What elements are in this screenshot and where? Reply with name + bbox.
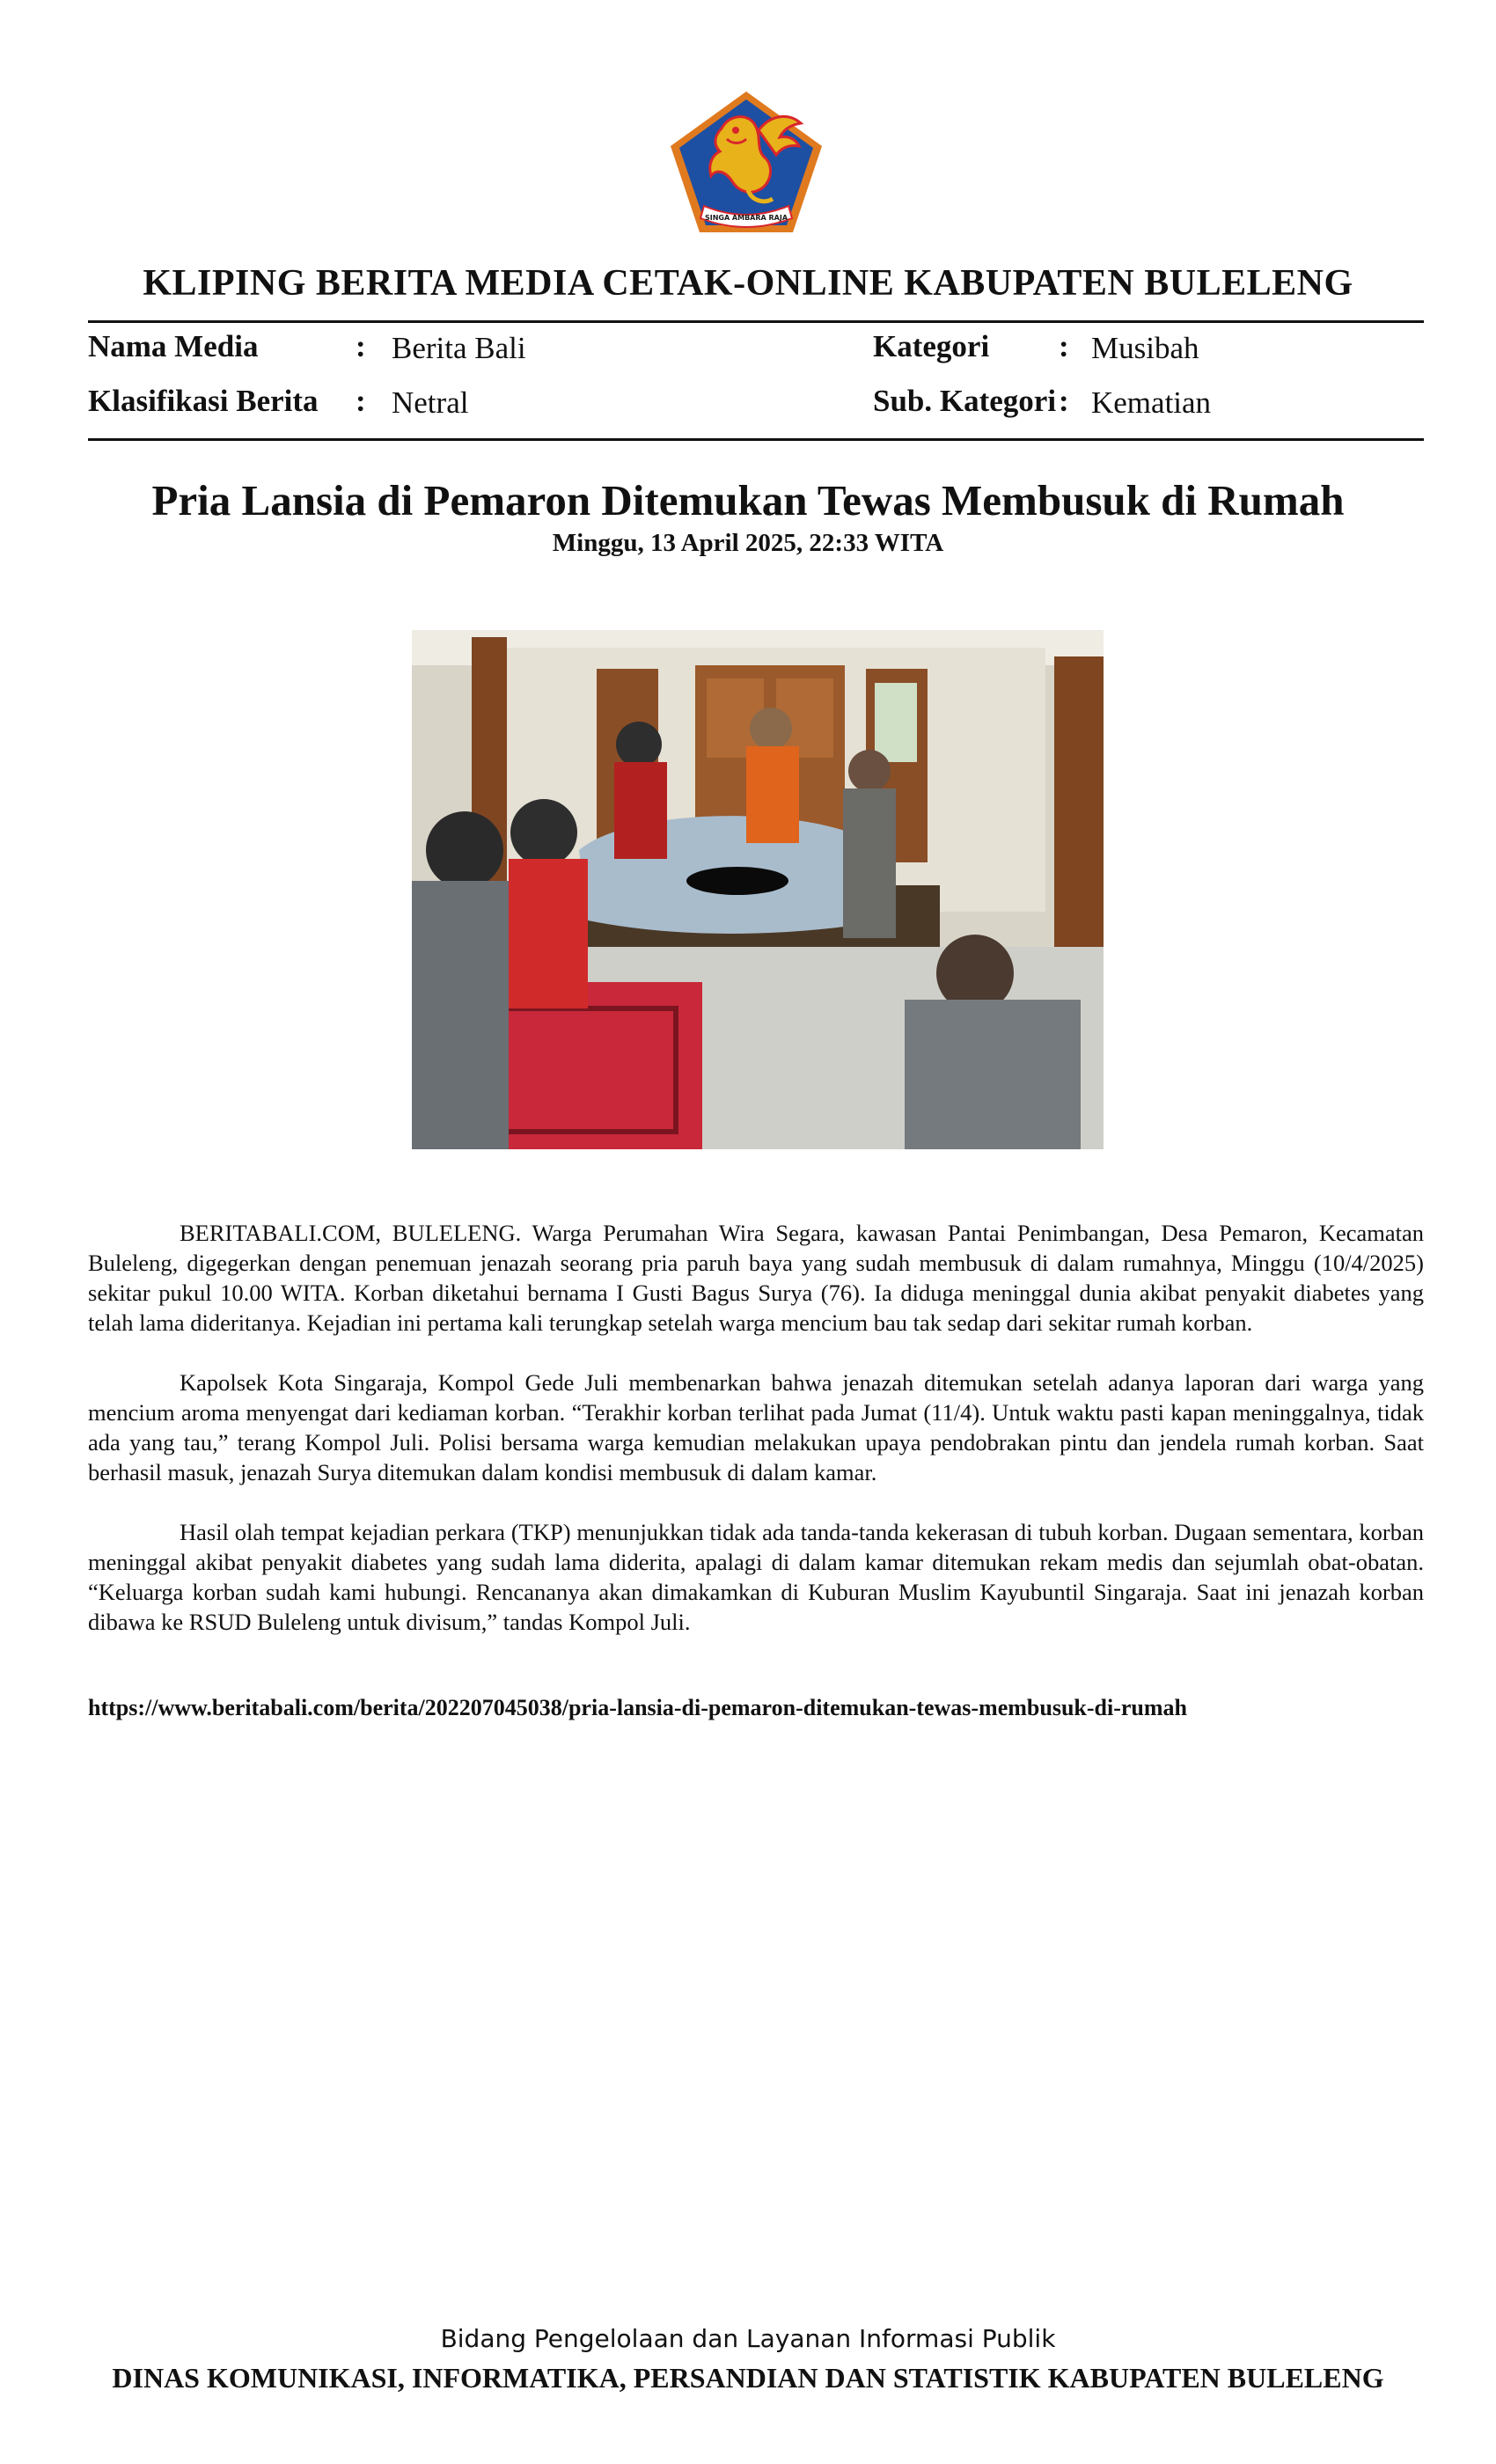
header-rule-top [88,320,1424,323]
media-label: Nama Media [88,329,259,363]
emblem-svg [667,88,825,236]
kategori-value: Musibah [1091,331,1199,365]
media-colon: : [356,329,366,363]
source-url-link[interactable]: https://www.beritabali.com/berita/202207045038/pria-lansia-di-pemaron-ditemukan-tewas-membusuk-di-rumah [88,1695,1187,1720]
article-paragraph: Hasil olah tempat kejadian perkara (TKP) menunjukkan tidak ada tanda-tanda kekerasan di tubuh korban. Dugaan sementara, korban meninggal akibat penyakit diabetes yang sudah lama diderita, apalagi di dalam kamar ditemukan rekam medis dan sejumlah obat-obatan. “Keluarga korban sudah kami hubungi. Rencananya akan dimakamkan di Kuburan Muslim Kayubuntil Singaraja. Saat ini jenazah korban dibawa ke RSUD Buleleng untuk divisum,” tandas Kompol Juli. [88,1519,1424,1635]
subkategori-value: Kematian [1091,385,1212,420]
kategori-label: Kategori [873,329,990,363]
article-body [88,1218,1424,1667]
news-photo [412,630,1104,1149]
article-dateline: Minggu, 13 April 2025, 22:33 WITA [552,529,944,557]
news-photo-illustration [412,630,1104,1149]
klasifikasi-label: Klasifikasi Berita [88,384,319,418]
clipping-header-title: KLIPING BERITA MEDIA CETAK-ONLINE KABUPATEN BULELENG [143,263,1353,304]
emblem-lion-eye [732,127,739,134]
footer-organization: DINAS KOMUNIKASI, INFORMATIKA, PERSANDIAN DAN STATISTIK KABUPATEN BULELENG [112,2362,1384,2394]
buleleng-emblem-logo [667,88,825,236]
footer-department: Bidang Pengelolaan dan Layanan Informasi Publik [440,2324,1056,2353]
kategori-colon: : [1059,329,1069,363]
article-paragraph: Kapolsek Kota Singaraja, Kompol Gede Juli membenarkan bahwa jenazah ditemukan setelah adanya laporan dari warga yang mencium aroma menyengat dari kediaman korban. “Terakhir korban terlihat pada Jumat (11/4). Untuk waktu pasti kapan meninggalnya, tidak ada yang tau,” terang Kompol Juli. Polisi bersama warga kemudian melakukan upaya pendobrakan pintu dan jendela rumah korban. Saat berhasil masuk, jenazah Surya ditemukan dalam kondisi membusuk di dalam kamar. [88,1369,1424,1485]
klasifikasi-value: Netral [392,385,469,420]
media-value: Berita Bali [392,331,526,365]
subkategori-colon: : [1059,384,1069,418]
emblem-motto: SINGA AMBARA RAJA [704,214,788,222]
header-rule-bottom [88,438,1424,441]
article-headline: Pria Lansia di Pemaron Ditemukan Tewas Membusuk di Rumah [151,476,1345,524]
klasifikasi-colon: : [356,384,366,418]
subkategori-label: Sub. Kategori [873,384,1057,418]
article-paragraph: BERITABALI.COM, BULELENG. Warga Perumahan Wira Segara, kawasan Pantai Penimbangan, Desa Pemaron, Kecamatan Buleleng, digegerkan dengan penemuan jenazah seorang pria paruh baya yang sudah membusuk di dalam rumahnya, Minggu (10/4/2025) sekitar pukul 10.00 WITA. Korban diketahui bernama I Gusti Bagus Surya (76). Ia diduga meninggal dunia akibat penyakit diabetes yang telah lama dideritanya. Kejadian ini pertama kali terungkap setelah warga mencium bau tak sedap dari sekitar rumah korban. [88,1220,1424,1336]
